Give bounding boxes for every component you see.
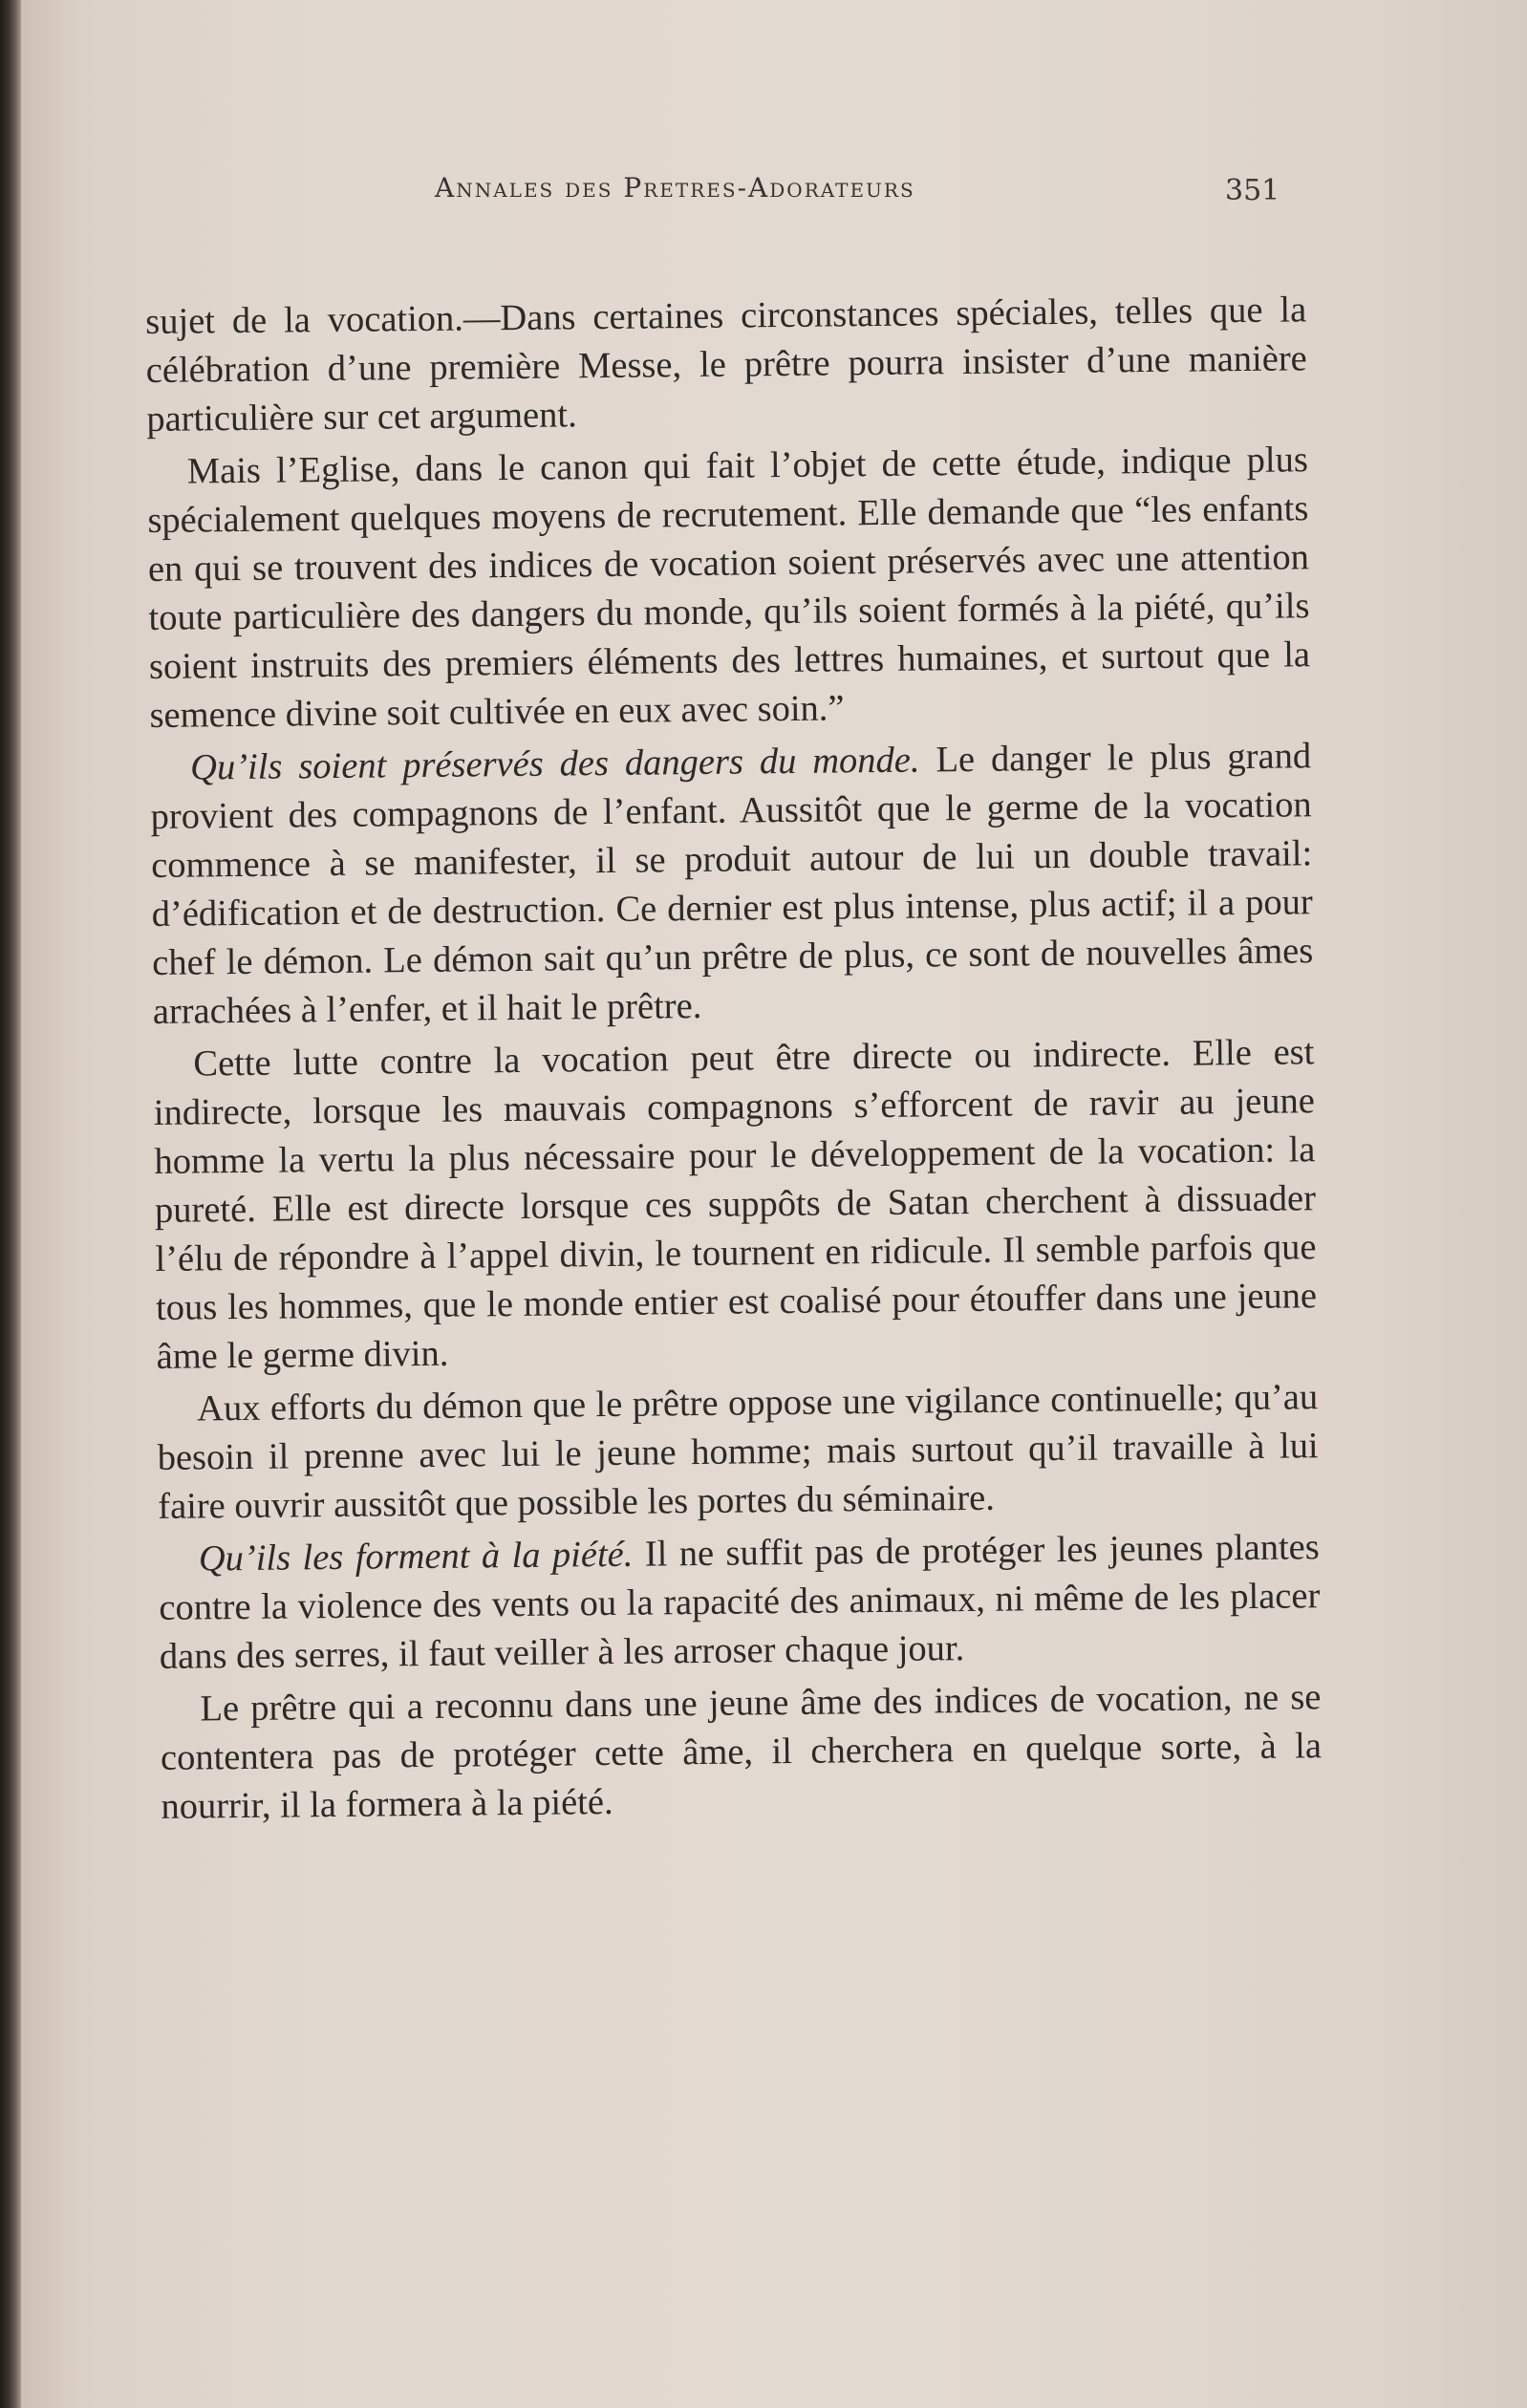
paragraph [160, 1673, 1323, 1832]
paragraph [153, 1028, 1318, 1382]
paragraph-text: Cette lutte contre la vocation peut être directe ou indirecte. Elle est indirecte, lorsque les mauvais compagnons s’efforcent de ravir au jeune homme la vertu la plus nécessaire pour le développement de la vocation: la pureté. Elle est directe lorsque ces suppôts de Satan cherchent à dissuader l’élu de répondre à l’appel divin, le tournent en ridicule. Il semble parfois que tous les hommes, que le monde entier est coalisé pour étouffer dans une jeune âme le germe divin. [153, 1032, 1318, 1377]
book-page [21, 0, 1527, 2408]
running-head: Annales des Pretres-Adorateurs [435, 172, 915, 204]
page-number: 351 [1225, 174, 1280, 207]
paragraph [150, 732, 1314, 1037]
section-lead-italic: Qu’ils les forment à la piété. [198, 1534, 634, 1580]
paragraph [147, 436, 1311, 741]
book-spine-shadow [0, 0, 21, 2408]
paragraph-text: Le prêtre qui a reconnu dans une jeune âme des indices de vocation, ne se contentera pas de protéger cette âme, il cherchera en quelque sorte, à la nourrir, il la formera à la piété. [160, 1677, 1323, 1827]
paragraph-text: Mais l’Eglise, dans le canon qui fait l’objet de cette étude, indique plus spécialement quelques moyens de recrutement. Elle demande que “les enfants en qui se trouvent des indices de vocation soient préservés avec une attention toute particulière des dangers du monde, qu’ils soient formés à la piété, qu’ils soient instruits des premiers éléments des lettres humaines, et surtout que la semence divine soit cultivée en eux avec soin.” [147, 440, 1311, 736]
paragraph-text: Aux efforts du démon que le prêtre oppose une vigilance continuelle; qu’au besoin il prenne avec lui le jeune homme; mais surtout qu’il travaille à lui faire ouvrir aussitôt que possible les portes du séminaire. [157, 1377, 1319, 1527]
paragraph-text: Le danger le plus grand provient des compagnons de l’enfant. Aussitôt que le germe de la vocation commence à se manifester, il se produit autour de lui un double travail: d’édification et de destruction. Ce dernier est plus intense, plus actif; il a pour chef le démon. Le démon sait qu’un prêtre de plus, ce sont de nouvelles âmes arrachées à l’enfer, et il hait le prêtre. [150, 736, 1314, 1032]
paragraph-text: sujet de la vocation.—Dans certaines circonstances spéciales, telles que la célébration d’une première Messe, le prêtre pourra insister d’une manière particulière sur cet argument. [145, 290, 1307, 440]
paragraph-text: Il ne suffit pas de protéger les jeunes plantes contre la violence des vents ou la rapacité des animaux, ni même de les placer dans des serres, il faut veiller à les arroser chaque jour. [159, 1527, 1321, 1677]
section-lead-italic: Qu’ils soient préservés des dangers du monde. [189, 740, 920, 788]
paragraph [159, 1523, 1322, 1682]
paragraph [157, 1373, 1320, 1532]
page-header [21, 172, 1527, 220]
body-text [145, 286, 1323, 1836]
paragraph [145, 286, 1308, 444]
